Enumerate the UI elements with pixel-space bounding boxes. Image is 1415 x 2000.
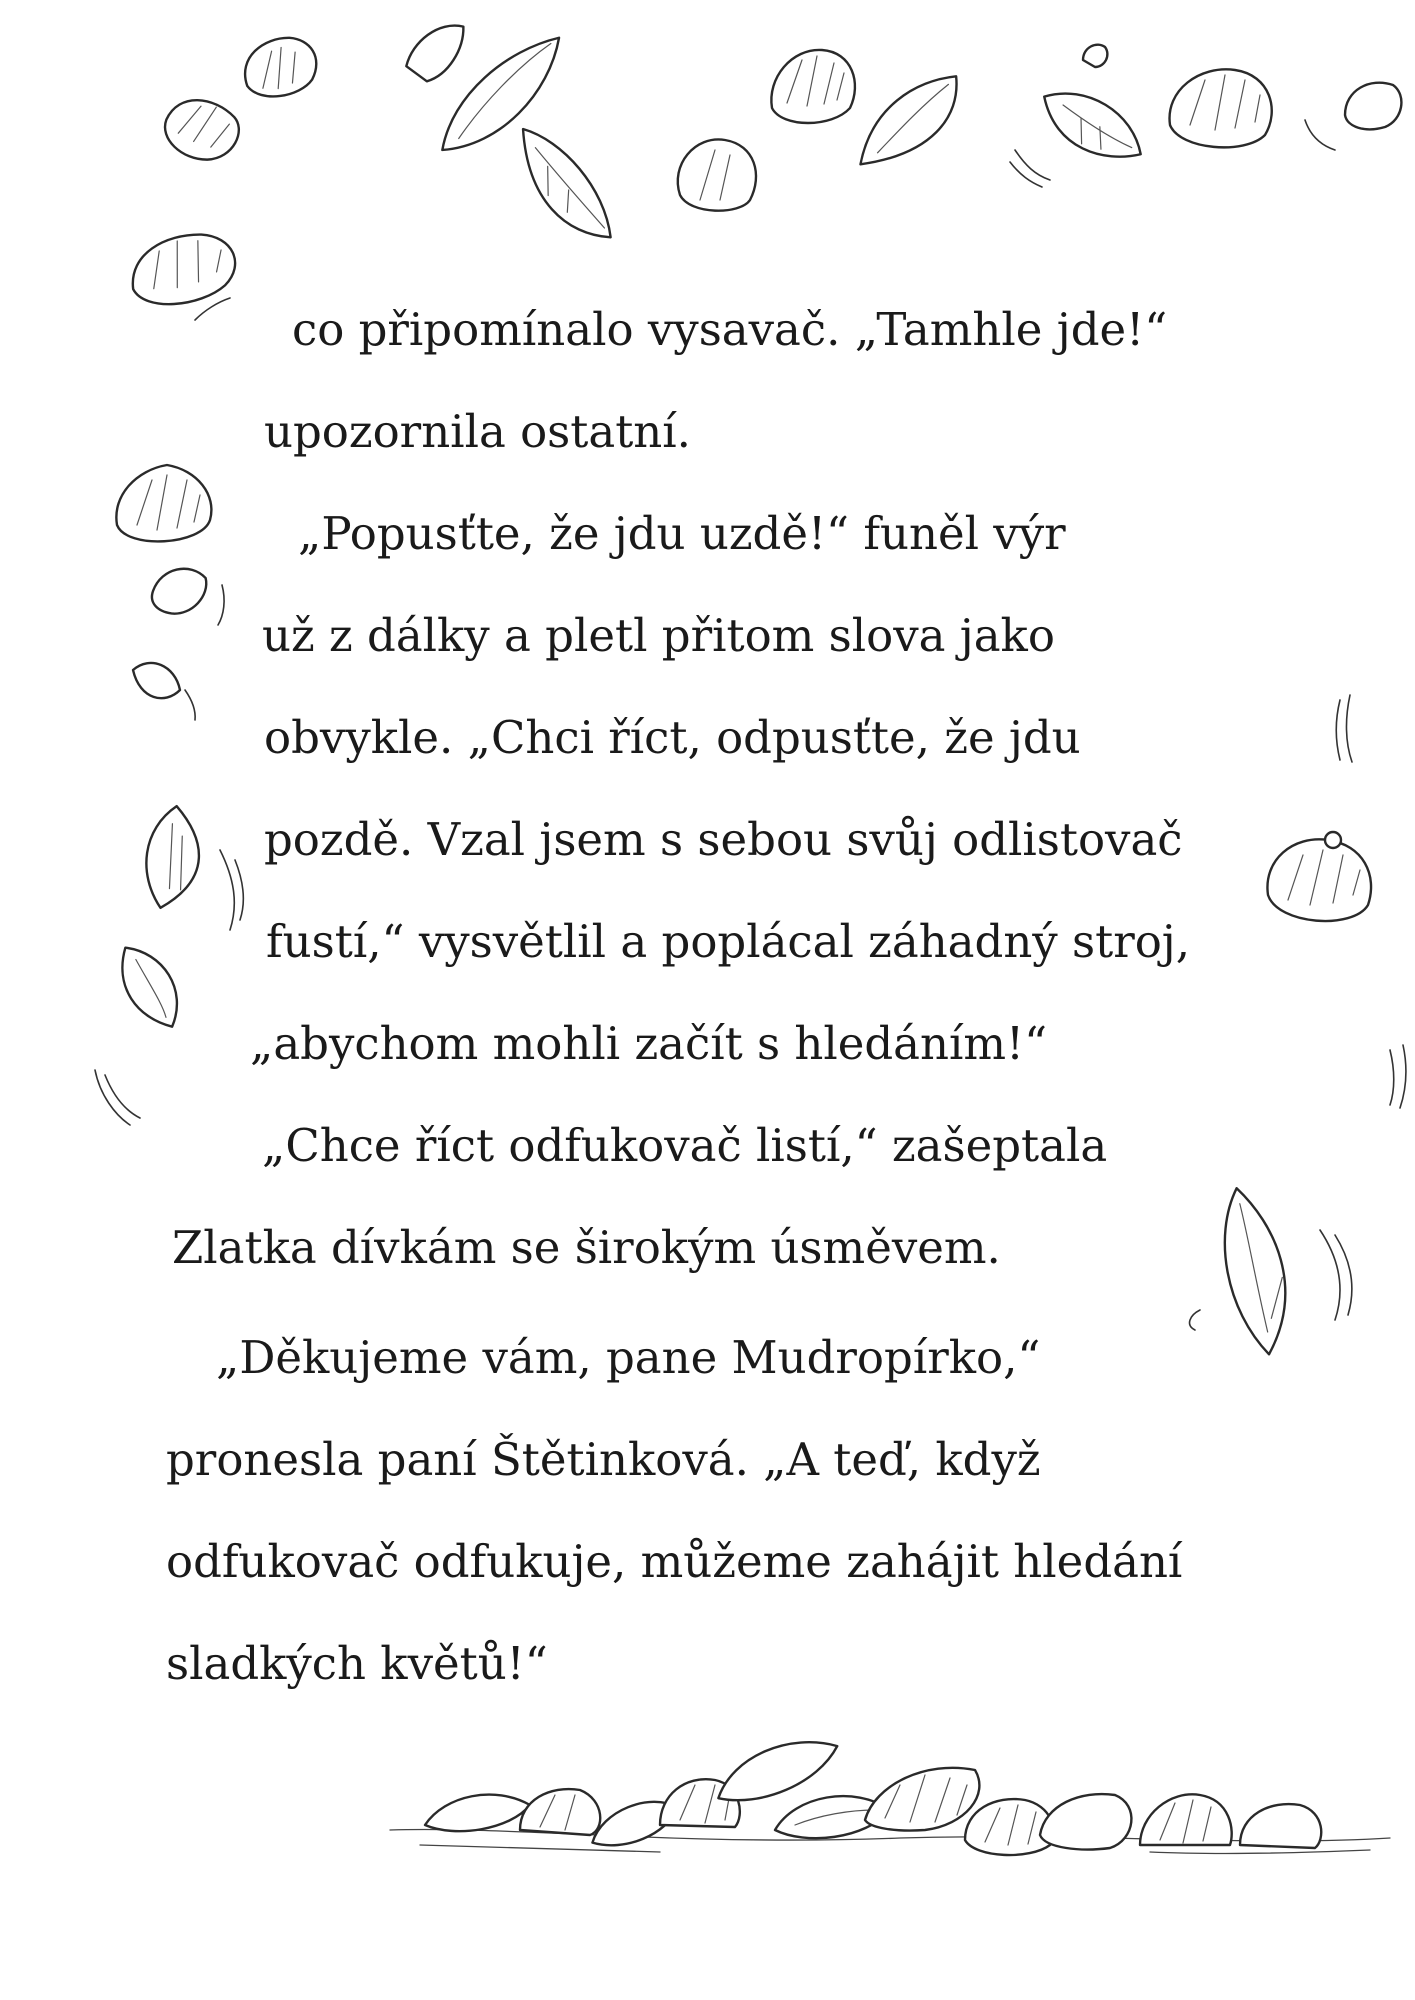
text-line: pozdě. Vzal jsem s sebou svůj odlistovač	[264, 813, 1183, 866]
text-line: co připomínalo vysavač. „Tamhle jde!“	[292, 303, 1168, 356]
text-line: „abychom mohli začít s hledáním!“	[250, 1017, 1048, 1070]
text-line: fustí,“ vysvětlil a poplácal záhadný stroj,	[266, 915, 1191, 968]
text-line: upozornila ostatní.	[264, 405, 691, 458]
text-line: odfukovač odfukuje, můžeme zahájit hledání	[166, 1535, 1183, 1588]
text-line: Zlatka dívkám se širokým úsměvem.	[172, 1221, 1001, 1274]
left-petals	[95, 224, 243, 1125]
text-line: „Děkujeme vám, pane Mudropírko,“	[216, 1331, 1041, 1384]
text-line: obvykle. „Chci říct, odpusťte, že jdu	[264, 711, 1081, 764]
bottom-petals-pile	[390, 1737, 1390, 1855]
text-line: už z dálky a pletl přitom slova jako	[262, 609, 1055, 662]
right-petals	[1185, 695, 1406, 1356]
top-petals-cluster	[159, 11, 1402, 245]
text-line: „Popusťte, že jdu uzdě!“ funěl výr	[298, 507, 1066, 560]
text-line: „Chce říct odfukovač listí,“ zašeptala	[262, 1119, 1108, 1172]
text-line: sladkých květů!“	[166, 1637, 548, 1690]
text-line: pronesla paní Štětinková. „A teď, když	[166, 1433, 1041, 1486]
